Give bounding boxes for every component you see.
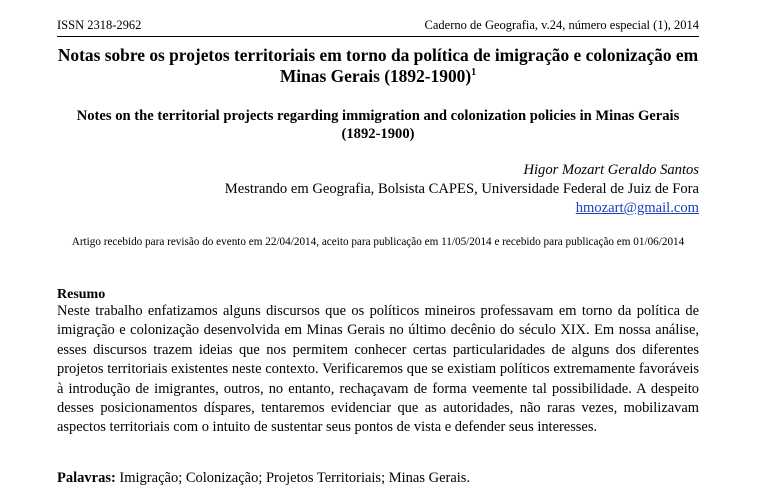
journal-citation: Caderno de Geografia, v.24, número especial (1), 2014 [424, 18, 699, 32]
keywords-line [57, 469, 699, 487]
keywords-text: Imigração; Colonização; Projetos Territoriais; Minas Gerais. [115, 470, 471, 486]
keywords-label: Palavras: [57, 470, 116, 486]
abstract-heading: Resumo [57, 287, 106, 302]
article-title-portuguese [57, 45, 699, 87]
author-block [225, 161, 699, 218]
submission-dates-note: Artigo recebido para revisão do evento em 22/04/2014, aceito para publicação em 11/05/2014 e recebido para publicação em 01/06/2014 [71, 236, 685, 248]
abstract-body: Neste trabalho enfatizamos alguns discursos que os políticos mineiros professavam em torno da política de imigração e colonização desenvolvida em Minas Gerais no último decênio do século XIX. Em nossa análise, esses discursos trazem ideias que nos permitem conhecer certas particularidades de alguns dos diferentes projetos territoriais existentes neste contexto. Verificaremos que se existiam políticos extremamente favoráveis à introdução de imigrantes, outros, no entanto, rechaçavam de forma veemente tal possibilidade. A despeito desses posicionamentos díspares, tentaremos evidenciar que as autoridades, não raras vezes, mobilizavam aspectos territoriais com o intuito de sustentar seus pontos de vista e defender seus interesses. [57, 303, 699, 436]
running-header [57, 18, 699, 36]
footnote-mark[interactable]: 1 [471, 67, 477, 78]
issn-text: ISSN 2318-2962 [57, 18, 142, 32]
author-affiliation: Mestrando em Geografia, Bolsista CAPES, Universidade Federal de Juiz de Fora [224, 181, 699, 197]
title-pt-text: Notas sobre os projetos territoriais em torno da política de imigração e colonização em Minas Gerais (1892-1900) [57, 45, 699, 86]
article-title-english: Notes on the territorial projects regarding immigration and colonization policies in Minas Gerais (1892-1900) [76, 108, 680, 142]
author-name: Higor Mozart Geraldo Santos [523, 162, 699, 178]
author-email-link[interactable]: hmozart@gmail.com [575, 200, 699, 216]
header-divider [57, 36, 699, 37]
